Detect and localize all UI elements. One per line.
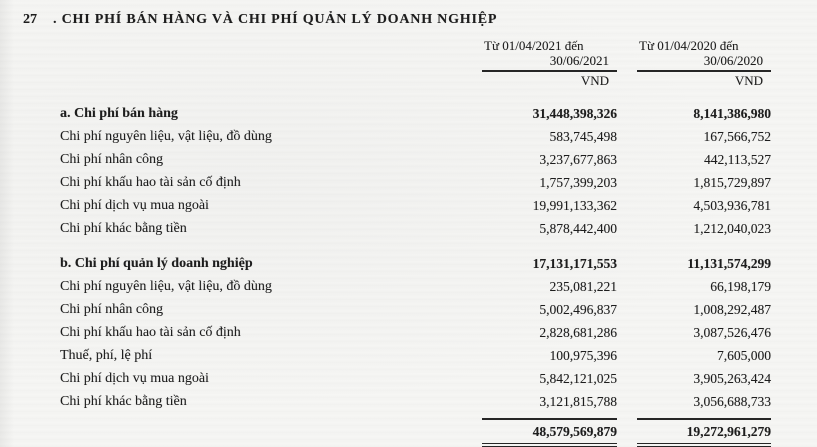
period-to-prior: 30/06/2020 <box>703 53 763 68</box>
expense-row <box>0 298 817 321</box>
row-label: Chi phí nhân công <box>60 152 164 167</box>
expense-row <box>0 102 817 125</box>
value-prior: 167,566,752 <box>703 129 771 144</box>
value-current: 235,081,221 <box>549 279 617 294</box>
value-current: 19,991,133,362 <box>532 198 617 213</box>
row-label: Chi phí khác bằng tiền <box>60 221 187 236</box>
value-prior: 442,113,527 <box>704 152 771 167</box>
section-selling-expenses <box>0 102 817 240</box>
expense-row <box>0 125 817 148</box>
value-current: 2,828,681,286 <box>539 325 617 340</box>
note-title: . CHI PHÍ BÁN HÀNG VÀ CHI PHÍ QUẢN LÝ DOANH NGHIỆP <box>53 12 498 27</box>
note-number: 27 <box>23 12 37 27</box>
row-label: Chi phí nguyên liệu, vật liệu, đồ dùng <box>60 129 272 144</box>
section-admin-expenses <box>0 252 817 413</box>
value-current: 3,121,815,788 <box>539 394 617 409</box>
row-label: Chi phí dịch vụ mua ngoài <box>60 371 209 386</box>
expense-row <box>0 171 817 194</box>
row-label: Chi phí khấu hao tài sản cố định <box>60 175 241 190</box>
expense-row <box>0 367 817 390</box>
expense-row <box>0 217 817 240</box>
period-to-current: 30/06/2021 <box>549 53 609 68</box>
value-current: 1,757,399,203 <box>539 175 617 190</box>
period-header-current <box>482 38 617 72</box>
value-prior: 3,087,526,476 <box>693 325 771 340</box>
total-value-current: 48,579,569,879 <box>532 424 617 439</box>
row-label: Chi phí nhân công <box>60 302 164 317</box>
expense-row <box>0 390 817 413</box>
expense-row <box>0 148 817 171</box>
row-label: Chi phí khấu hao tài sản cố định <box>60 325 241 340</box>
total-prior-cell <box>637 418 771 447</box>
value-prior: 1,008,292,487 <box>693 302 771 317</box>
row-label: Chi phí nguyên liệu, vật liệu, đồ dùng <box>60 279 272 294</box>
value-prior: 66,198,179 <box>710 279 771 294</box>
unit-label-current: VND <box>580 73 609 88</box>
value-prior: 11,131,574,299 <box>687 256 771 271</box>
total-current-cell <box>482 418 617 447</box>
value-current: 583,745,498 <box>549 129 617 144</box>
period-from-prior: Từ 01/04/2020 đến <box>639 38 739 53</box>
row-label: Chi phí khác bằng tiền <box>60 394 187 409</box>
period-from-current: Từ 01/04/2021 đến <box>484 38 584 53</box>
value-current: 17,131,171,553 <box>532 256 617 271</box>
grand-total-row <box>0 418 817 447</box>
value-prior: 8,141,386,980 <box>693 106 771 121</box>
row-label: Chi phí dịch vụ mua ngoài <box>60 198 209 213</box>
double-rule <box>637 443 771 447</box>
expense-row <box>0 275 817 298</box>
total-value-prior: 19,272,961,279 <box>686 424 771 439</box>
value-prior: 1,212,040,023 <box>693 221 771 236</box>
row-label: Thuế, phí, lệ phí <box>60 348 153 363</box>
value-current: 5,878,442,400 <box>539 221 617 236</box>
table-header <box>0 38 817 72</box>
note-heading <box>0 11 817 29</box>
double-rule <box>482 443 617 447</box>
expense-row <box>0 321 817 344</box>
value-current: 5,002,496,837 <box>539 302 617 317</box>
value-current: 100,975,396 <box>549 348 617 363</box>
value-prior: 7,605,000 <box>717 348 771 363</box>
period-header-prior <box>637 38 771 72</box>
expense-row <box>0 344 817 367</box>
value-prior: 1,815,729,897 <box>693 175 771 190</box>
value-current: 31,448,398,326 <box>532 106 617 121</box>
value-prior: 3,905,263,424 <box>693 371 771 386</box>
unit-label-prior: VND <box>734 73 763 88</box>
value-current: 3,237,677,863 <box>539 152 617 167</box>
unit-row <box>0 72 817 89</box>
expense-row <box>0 252 817 275</box>
value-prior: 4,503,936,781 <box>693 198 771 213</box>
row-label: a. Chi phí bán hàng <box>60 106 178 121</box>
expense-row <box>0 194 817 217</box>
value-current: 5,842,121,025 <box>539 371 617 386</box>
row-label: b. Chi phí quản lý doanh nghiệp <box>60 256 253 271</box>
value-prior: 3,056,688,733 <box>693 394 771 409</box>
